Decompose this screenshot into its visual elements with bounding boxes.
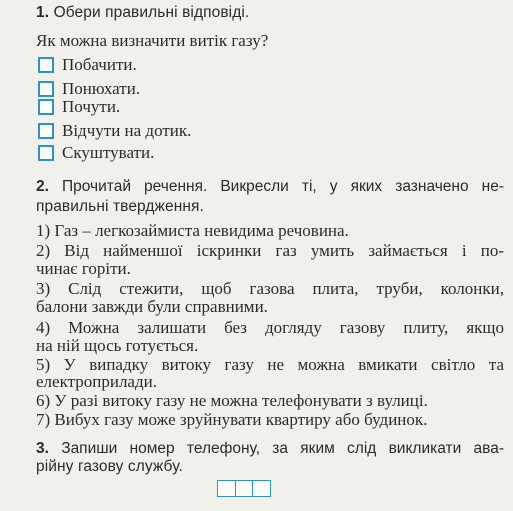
statement-5-line1[interactable]: 5) У випадку витоку газу не можна вмикати світло та bbox=[36, 355, 504, 374]
task3-instruction-line1: 3. Запиши номер телефону, за яким слід викликати ава- bbox=[36, 440, 504, 457]
task1-instruction: Обери правильні відповіді. bbox=[53, 4, 250, 21]
phone-digit-box-3[interactable] bbox=[252, 480, 271, 497]
statement-3-line2[interactable]: балони завжди були справними. bbox=[36, 297, 268, 316]
option-1-checkbox[interactable] bbox=[38, 57, 54, 73]
statement-6[interactable]: 6) У разі витоку газу не можна телефонувати з вулиці. bbox=[36, 391, 428, 410]
task2-instruction-line2: правильні твердження. bbox=[36, 198, 204, 215]
statement-4-line2[interactable]: на ній щось готується. bbox=[36, 336, 199, 355]
task1-number: 1. bbox=[36, 4, 50, 21]
task2-number: 2. bbox=[36, 178, 49, 195]
option-4-label: Відчути на дотик. bbox=[62, 121, 192, 140]
option-4-checkbox[interactable] bbox=[38, 123, 54, 139]
option-5-label: Скуштувати. bbox=[62, 143, 155, 162]
statement-4-line1[interactable]: 4) Можна залишати без догляду газову плиту, якщо bbox=[36, 318, 504, 337]
task3-instruction-line2: рійну газову службу. bbox=[36, 458, 183, 475]
task3-number: 3. bbox=[36, 440, 49, 457]
option-2-label: Понюхати. bbox=[62, 79, 141, 98]
statement-5-line2[interactable]: електроприлади. bbox=[36, 372, 157, 391]
statement-2-line1[interactable]: 2) Від найменшої іскринки газ умить займається і по- bbox=[36, 241, 504, 260]
task2-instruction-line1: 2. Прочитай речення. Викресли ті, у яких зазначено не- bbox=[36, 178, 504, 195]
option-1-label: Побачити. bbox=[62, 55, 137, 74]
phone-number-boxes bbox=[217, 480, 271, 497]
option-2[interactable] bbox=[38, 79, 140, 99]
phone-digit-box-2[interactable] bbox=[235, 480, 254, 497]
statement-7[interactable]: 7) Вибух газу може зруйнувати квартиру або будинок. bbox=[36, 410, 428, 429]
option-1[interactable] bbox=[38, 55, 137, 75]
statement-3-line1[interactable]: 3) Слід стежити, щоб газова плита, труби, колонки, bbox=[36, 279, 504, 298]
option-3-label: Почути. bbox=[62, 97, 121, 116]
statement-1[interactable]: 1) Газ – легкозаймиста невидима речовина. bbox=[36, 221, 349, 240]
option-5[interactable] bbox=[38, 143, 154, 163]
statement-2-line2[interactable]: чинає горіти. bbox=[36, 259, 131, 278]
task1-question: Як можна визначити витік газу? bbox=[36, 31, 269, 50]
option-3[interactable] bbox=[38, 97, 120, 117]
option-2-checkbox[interactable] bbox=[38, 81, 54, 97]
option-4[interactable] bbox=[38, 121, 191, 141]
option-3-checkbox[interactable] bbox=[38, 99, 54, 115]
phone-digit-box-1[interactable] bbox=[217, 480, 236, 497]
option-5-checkbox[interactable] bbox=[38, 145, 54, 161]
task1-heading bbox=[36, 4, 249, 22]
